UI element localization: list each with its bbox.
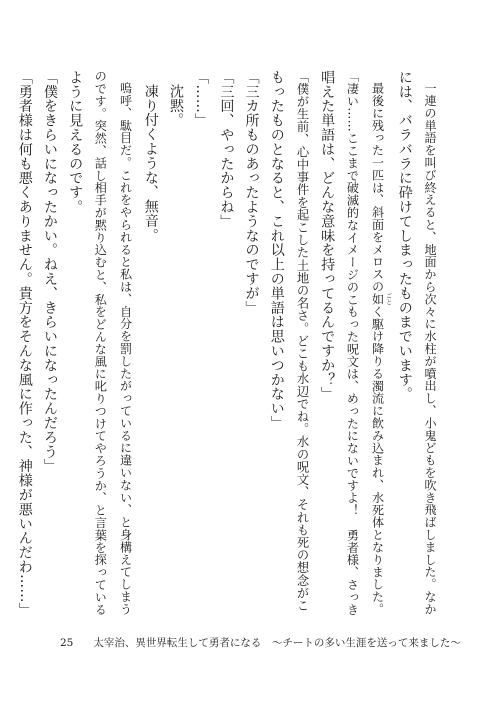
- paragraph: もったものとなると、これ以上の単語は思いつかない」: [268, 70, 285, 430]
- paragraph: 「三カ所ものあったようなのですが」: [243, 70, 260, 315]
- vertical-text-body: [16, 70, 442, 618]
- paragraph: 凍り付くような、無音。: [142, 84, 159, 243]
- paragraph: 「勇者様は何も悪くありません。貴方をそんな風に作った、神様が悪いんだわ……」: [16, 70, 33, 618]
- paragraph: 「凄い……ここまで破滅的なイメージのこもった呪文は、めったにないですよ！ 勇者様、さっき: [345, 70, 360, 616]
- paragraph: 「……」: [193, 70, 210, 128]
- paragraph: 沈黙。: [167, 84, 184, 128]
- running-title: 太宰治、異世界転生して勇者になる ～チートの多い生涯を送って来ました～: [93, 637, 461, 649]
- paragraph: 「僕が生前、心中事件を起こした土地の名さ。どこも水辺でね。水の呪文、それも死の想念がこ: [294, 70, 309, 612]
- ruby-reading: ごと: [384, 292, 392, 306]
- ruby-annotation: 如 ごと: [370, 292, 392, 306]
- paragraph: 「三回、やったからね」: [218, 70, 235, 229]
- paragraph: 一連の単語を叫び終えると、地面から次々に水柱が噴出し、小鬼どもを吹き飛ばしました。なか: [423, 82, 437, 616]
- paragraph: 嗚呼、駄目だ。これをやられると私は、自分を罰したがっているに違いない、と身構えてしまう: [118, 82, 133, 616]
- paragraph: ように見えるのです。: [67, 70, 84, 214]
- paragraph: 「僕をきらいになったかい。ねえ、きらいになったんだろう」: [41, 70, 58, 474]
- page-number: 25: [60, 637, 74, 649]
- paragraph: のです。突然、話し相手が黙り込むと、私をどんな風に叱りつけてやろうか、と言葉を探っている: [93, 70, 108, 616]
- paragraph: 唱えた単語は、どんな意味を持ってるんですか？」: [319, 70, 336, 402]
- paragraph: 最後に残った一匹は、斜面をメロスの如 ごとく駆け降りる濁流に飲み込まれ、水死体となりました。: [370, 82, 392, 616]
- paragraph: には、バラバラに砕けてしまったものまでいます。: [396, 70, 413, 402]
- page-footer: [60, 635, 461, 650]
